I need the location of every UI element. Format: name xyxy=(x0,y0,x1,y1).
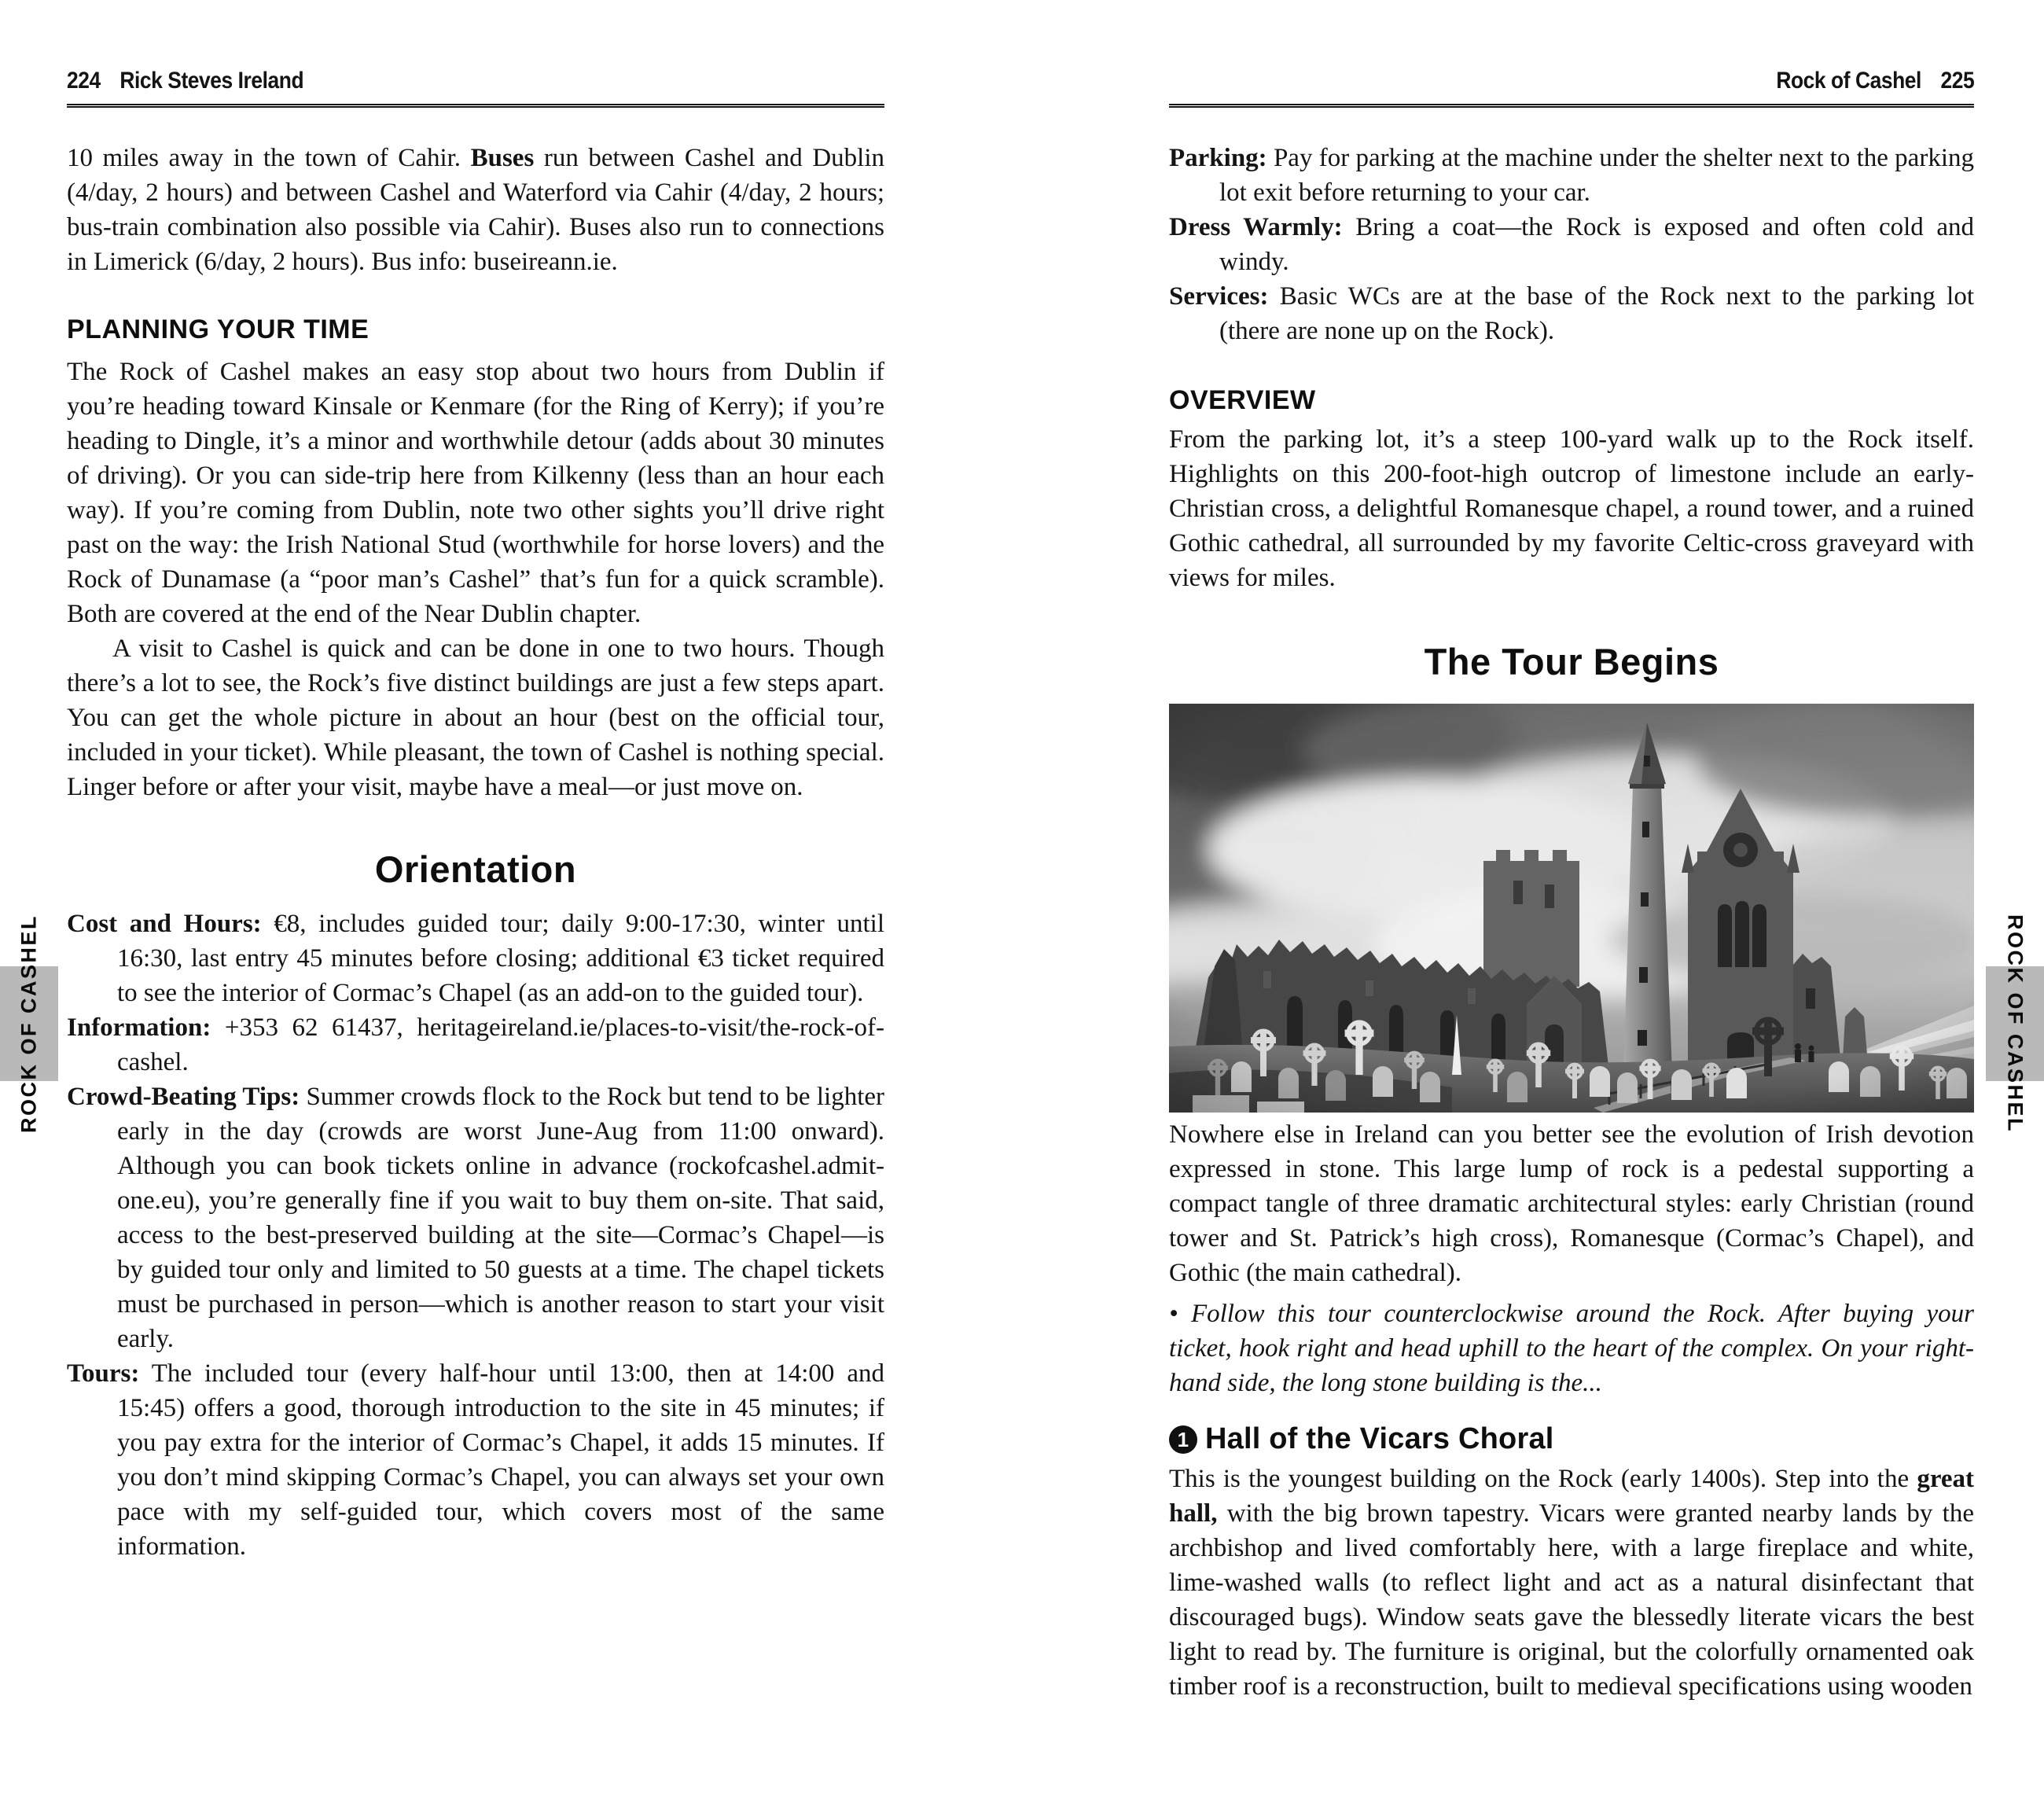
right-page-number: 225 xyxy=(1940,68,1974,94)
entry-information: Information: +353 62 61437, heritageireland.ie/places-to-visit/the-rock-of-cashel. xyxy=(67,1013,884,1076)
right-chapter-tab-label: ROCK OF CASHEL xyxy=(2003,914,2027,1133)
overview-paragraph: From the parking lot, it’s a steep 100-yard walk up to the Rock itself. Highlights on this 200-foot-high outcrop of limestone include an early-Christian cross, a delightful Romanesque chapel, a round tower, and a ruined Gothic cathedral, all surrounded by my favorite Celtic-cross graveyard with views for miles. xyxy=(1169,425,1974,592)
planning-paragraph-1: The Rock of Cashel makes an easy stop about two hours from Dublin if you’re heading toward Kinsale or Kenmare (for the Ring of Kerry); if you’re heading to Dingle, it’s a minor and worthwhile detour (adds about 30 minutes of driving). Or you can side-trip here from Kilkenny (less than an hour each way). If you’re coming from Dublin, note two other sights you’ll drive right past on the way: the Irish National Stud (worthwhile for horse lovers) and the Rock of Dunamase (a “poor man’s Cashel” that’s fun for a quick scramble). Both are covered at the end of the Near Dublin chapter. xyxy=(67,358,884,628)
stop1-heading-label: Hall of the Vicars Choral xyxy=(1205,1422,1554,1455)
direction-note: • Follow this tour counterclockwise around the Rock. After buying your ticket, hook right and head uphill to the heart of the complex. On your right-hand side, the long stone building is the... xyxy=(1169,1300,1974,1397)
rock-of-cashel-photo xyxy=(1169,704,1974,1113)
right-running-head xyxy=(1169,68,1974,94)
overview-heading: OVERVIEW xyxy=(1169,385,1316,415)
intro-paragraph: 10 miles away in the town of Cahir. Buses run between Cashel and Dublin (4/day, 2 hours) and between Cashel and Waterford via Cahir (4/day, 2 hours; bus-train combination also possible via Cahir). Buses also run to connections in Limerick (6/day, 2 hours). Bus info: buseireann.ie. xyxy=(67,144,885,276)
left-chapter-tab-label: ROCK OF CASHEL xyxy=(17,914,41,1133)
left-running-head xyxy=(67,68,884,94)
photo-illustration xyxy=(1169,704,1974,1113)
tour-begins-heading: The Tour Begins xyxy=(1424,641,1719,682)
right-page xyxy=(1169,68,1974,1704)
entry-cost-and-hours: Cost and Hours: €8, includes guided tour; daily 9:00-17:30, winter until 16:30, last entry 45 minutes before closing; additional €3 ticket required to see the interior of Cormac’s Chapel (as an add-on to the guided tour). xyxy=(67,910,884,1007)
planning-paragraph-2: A visit to Cashel is quick and can be done in one to two hours. Though there’s a lot to see, the Rock’s five distinct buildings are just a few steps apart. You can get the whole picture in about an hour (best on the official tour, included in your ticket). While pleasant, the town of Cashel is nothing special. Linger before or after your visit, maybe have a meal—or just move on. xyxy=(67,634,884,801)
stop1-heading xyxy=(1169,1421,1974,1457)
entry-dress-warmly: Dress Warmly: Bring a coat—the Rock is exposed and often cold and windy. xyxy=(1169,213,1975,276)
tour-intro-paragraph: Nowhere else in Ireland can you better see the evolution of Irish devotion expressed in stone. This large lump of rock is a pedestal supporting a compact tangle of three dramatic architectural styles: early Christian (round tower and St. Patrick’s high cross), Romanesque (Cormac’s Chapel), and Gothic (the main cathedral). xyxy=(1169,1120,1974,1287)
left-running-head-title: Rick Steves Ireland xyxy=(119,68,304,94)
entry-parking: Parking: Pay for parking at the machine under the shelter next to the parking lot exit before returning to your car. xyxy=(1169,144,1974,207)
left-page xyxy=(67,68,884,1564)
entry-services: Services: Basic WCs are at the base of the Rock next to the parking lot (there are none up on the Rock). xyxy=(1169,282,1974,345)
stop1-number-badge: 1 xyxy=(1169,1425,1197,1454)
left-page-number: 224 xyxy=(67,68,101,94)
orientation-heading: Orientation xyxy=(374,848,577,890)
entry-crowd-beating-tips: Crowd-Beating Tips: Summer crowds flock to the Rock but tend to be lighter early in the day (crowds are worst June-Aug from 11:00 onward). Although you can book tickets online in advance (rockofcashel.admit-one.eu), you’re generally fine if you wait to buy them on-site. That said, access to the best-preserved building at the site—Cormac’s Chapel—is by guided tour only and limited to 50 guests at a time. The chapel tickets must be purchased in person—which is another reason to start your visit early. xyxy=(67,1083,884,1353)
stop1-paragraph: This is the youngest building on the Rock (early 1400s). Step into the great hall, with the big brown tapestry. Vicars were granted nearby lands by the archbishop and lived comfortably here, with a large fireplace and white, lime-washed walls (to reflect light and act as a natural disinfectant that discouraged bugs). Window seats gave the blessedly literate vicars the best light to read by. The furniture is original, but the colorfully ornamented oak timber roof is a reconstruction, built to medieval specifications using wooden xyxy=(1169,1465,1974,1701)
entry-tours: Tours: The included tour (every half-hour until 13:00, then at 14:00 and 15:45) offers a good, thorough introduction to the site in 45 minutes; if you pay extra for the interior of Cormac’s Chapel, it adds 15 minutes. If you don’t mind skipping Cormac’s Chapel, you can always set your own pace with my self-guided tour, which covers most of the same information. xyxy=(67,1359,884,1561)
right-running-head-title: Rock of Cashel xyxy=(1776,68,1921,94)
left-head-rule xyxy=(67,104,884,108)
right-head-rule xyxy=(1169,104,1974,108)
planning-heading: PLANNING YOUR TIME xyxy=(67,314,369,344)
